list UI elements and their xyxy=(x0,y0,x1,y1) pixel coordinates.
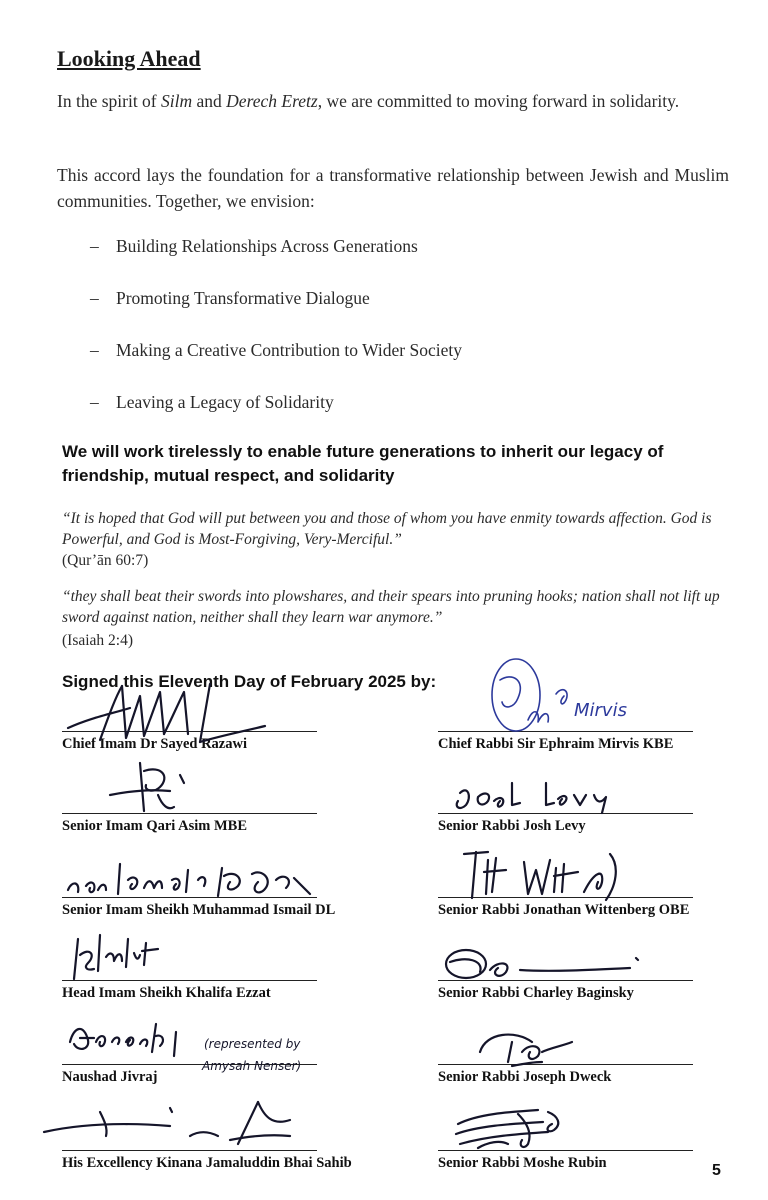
signatory-name: Senior Imam Qari Asim MBE xyxy=(62,818,248,834)
intro-paragraph xyxy=(57,88,729,114)
signature-jamaluddin xyxy=(40,1096,310,1156)
list-item xyxy=(90,392,462,444)
signatory-name: Head Imam Sheikh Khalifa Ezzat xyxy=(62,985,271,1001)
signature-wittenberg xyxy=(444,842,644,907)
intro-term-silm: Silm xyxy=(161,91,193,111)
signature-dweck xyxy=(472,1022,602,1072)
list-item-text: Leaving a Legacy of Solidarity xyxy=(116,392,334,412)
signature-levy xyxy=(450,775,630,815)
commitment-statement: We will work tirelessly to enable future generations to inherit our legacy of friendship, mutual respect, and solidarity xyxy=(62,442,664,485)
svg-text:Mirvis: Mirvis xyxy=(574,700,627,721)
signature-asim xyxy=(100,755,210,820)
bullet-dash: – xyxy=(90,340,99,360)
list-item xyxy=(90,340,462,392)
signatory-name: Senior Rabbi Joseph Dweck xyxy=(438,1069,612,1085)
signatory-name: Chief Imam Dr Sayed Razawi xyxy=(62,736,247,752)
signature-rubin xyxy=(448,1104,598,1154)
isaiah-reference: (Isaiah 2:4) xyxy=(62,632,134,649)
isaiah-quote: “they shall beat their swords into plowshares, and their spears into pruning hooks; nation shall not lift up sword against nation, neither shall they learn war anymore.” xyxy=(62,588,720,626)
signatory-name: Senior Rabbi Josh Levy xyxy=(438,818,586,834)
intro-prefix: In the spirit of xyxy=(57,91,162,111)
signed-line: Signed this Eleventh Day of February 2025 by: xyxy=(62,672,437,691)
intro-term-derech-eretz: Derech Eretz xyxy=(226,91,318,111)
intro-suffix: , we are committed to moving forward in solidarity. xyxy=(317,91,680,111)
list-item-text: Building Relationships Across Generations xyxy=(116,236,418,256)
signatory-name: Senior Rabbi Charley Baginsky xyxy=(438,985,634,1001)
signature-baginsky xyxy=(440,940,660,985)
svg-text:(represented by: (represented by xyxy=(204,1037,301,1051)
section-heading: Looking Ahead xyxy=(57,46,201,71)
foundation-paragraph: This accord lays the foundation for a transformative relationship between Jewish and Muslim communities. Together, we envision: xyxy=(57,165,729,211)
signatory-name: Naushad Jivraj xyxy=(62,1069,158,1085)
bullet-dash: – xyxy=(90,288,99,308)
list-item xyxy=(90,236,462,288)
signature-razawi xyxy=(60,678,280,748)
list-item-text: Making a Creative Contribution to Wider Society xyxy=(116,340,462,360)
signatory-name: Senior Imam Sheikh Muhammad Ismail DL xyxy=(62,902,336,918)
signature-ismail xyxy=(62,850,332,905)
bullet-dash: – xyxy=(90,392,99,412)
signatory-name: Senior Rabbi Jonathan Wittenberg OBE xyxy=(438,902,690,918)
vision-list xyxy=(90,236,462,444)
signatory-name: His Excellency Kinana Jamaluddin Bhai Sahib xyxy=(62,1155,352,1171)
list-item-text: Promoting Transformative Dialogue xyxy=(116,288,370,308)
intro-middle: and xyxy=(192,91,227,111)
list-item xyxy=(90,288,462,340)
signature-jivraj xyxy=(64,1012,354,1092)
svg-text:Amysah Nenser): Amysah Nenser) xyxy=(202,1059,302,1073)
bullet-dash: – xyxy=(90,236,99,256)
signature-mirvis xyxy=(478,650,628,740)
quran-reference: (Qur’ān 60:7) xyxy=(62,552,149,569)
signature-ezzat xyxy=(66,925,176,985)
signatory-name: Senior Rabbi Moshe Rubin xyxy=(438,1155,607,1171)
quran-quote: “It is hoped that God will put between you and those of whom you have enmity towards affection. God is Powerful, and God is Most-Forgiving, Very-Merciful.” xyxy=(62,510,712,548)
page-number: 5 xyxy=(712,1162,721,1179)
signatory-name: Chief Rabbi Sir Ephraim Mirvis KBE xyxy=(438,736,674,752)
